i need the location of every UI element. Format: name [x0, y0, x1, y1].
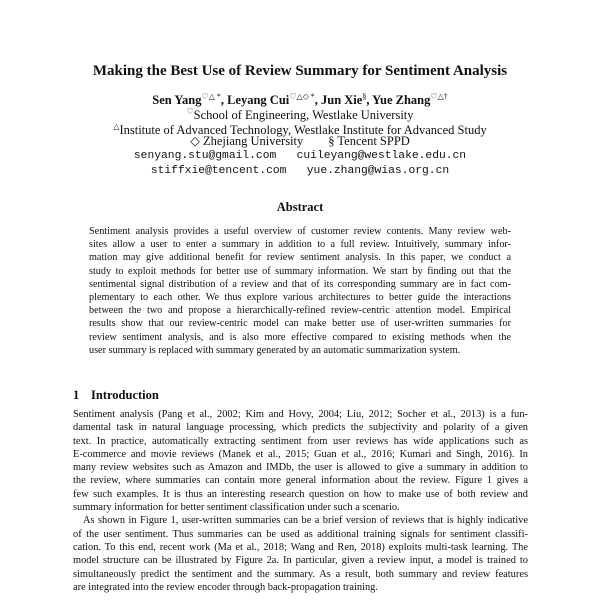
paper-title: Making the Best Use of Review Summary for Sentiment Analysis	[92, 63, 508, 79]
body-line: damental task in natural language processing, which predicts the subjectivity and polarity of a given	[73, 422, 528, 434]
affiliation-mark: △	[113, 122, 120, 131]
email-line: senyang.stu@gmail.com cuileyang@westlake.edu.cn	[133, 150, 467, 162]
author-marks: ♡△◇ *	[289, 92, 315, 101]
affiliation: ♡School of Engineering, Westlake University	[186, 107, 414, 123]
author: Yue Zhang♡△†	[372, 92, 448, 108]
abstract-line: sites allow a user to enter a summary in addition to a full review. Intuitively, summary infor-	[89, 239, 511, 251]
abstract-line: review sentiment analysis, and is also more effective compared to existing methods when the	[89, 331, 511, 343]
author: Leyang Cui♡△◇ *,	[227, 92, 321, 108]
body-line: are integrated into the review encoder through back-propagation training.	[73, 581, 378, 593]
author-marks: §	[362, 92, 367, 101]
abstract-heading: Abstract	[276, 200, 324, 214]
email-line: stiffxie@tencent.com yue.zhang@wias.org.cn	[150, 165, 450, 177]
body-line: simultaneously predict the sentiment and the summary. As a result, both summary and review features	[73, 568, 528, 580]
body-line: summary information for better sentiment classification under such a scenario.	[73, 502, 400, 514]
body-line: the review, where summaries can contain more general information about the review. Figure 1 gives a	[73, 475, 528, 487]
affiliation-mark: ♡	[186, 107, 194, 116]
affiliation: △Institute of Advanced Technology, Westlake Institute for Advanced Study	[113, 122, 487, 138]
abstract-line: mation may give additional benefit for review sentiment analysis. In this paper, we conduct a	[89, 252, 511, 264]
body-line: As shown in Figure 1, user-written summaries can be a brief version of reviews that is highly indicative	[83, 515, 528, 527]
abstract-line: results show that our review-centric model can make better use of user-written summaries for	[89, 318, 511, 330]
body-line: Sentiment analysis (Pang et al., 2002; Kim and Hovy, 2004; Liu, 2012; Socher et al., 2013) is a fun-	[73, 409, 528, 420]
body-line: cation. To this end, recent work (Ma et al., 2018; Wang and Ren, 2018) exploits multi-task learning. The	[73, 541, 528, 553]
abstract-line: user summary is replaced with summary generated by an automatic summarization system.	[89, 344, 461, 356]
author: Jun Xie§,	[321, 92, 373, 108]
abstract-line: study to exploit methods for better use of summary information. We start by finding out that the	[89, 265, 511, 277]
abstract-line: plementary to each other. We thus explore various architectures to better guide the interactions	[89, 292, 511, 304]
introduction-body	[73, 408, 528, 594]
body-line: of the user sentiment. Thus summaries can be used as additional training signals for sentiment classifi-	[73, 528, 528, 540]
author-marks: ♡△†	[430, 92, 448, 101]
body-line: E-commerce and movie reviews (Manek et al., 2015; Guan et al., 2016; Kumari and Singh, 2016). In	[73, 448, 528, 460]
section-heading	[73, 388, 159, 403]
author-marks: ♡△ *	[201, 92, 221, 101]
abstract-line: between the two and propose a hierarchically-refined review-centric attention model. Empirical	[89, 305, 511, 317]
body-line: few such examples. It is thus an interesting research question on how to make use of both review and	[73, 488, 528, 500]
author: Sen Yang♡△ *,	[152, 92, 228, 108]
section-number: 1	[73, 388, 80, 402]
affiliation-mark: ◇	[190, 134, 200, 148]
abstract-body	[89, 225, 511, 357]
abstract-line: Sentiment analysis provides a useful overview of customer review contents. Many review web-	[89, 226, 511, 237]
affiliation: ◇ Zhejiang University § Tencent SPPD	[190, 134, 410, 148]
abstract-line: sentimental signal distribution of a review and that of its corresponding summary are in fact com-	[89, 278, 511, 290]
body-line: many review websites such as Amazon and IMDb, the user is allowed to give a summary in addition to	[73, 462, 528, 474]
section-title: Introduction	[91, 388, 159, 402]
body-line: text. In practice, automatically extracting sentiment from user reviews has wide applications such as	[73, 435, 528, 447]
body-line: model structure can be illustrated by Figure 2a. In particular, given a review input, a model is trained to	[73, 555, 528, 567]
